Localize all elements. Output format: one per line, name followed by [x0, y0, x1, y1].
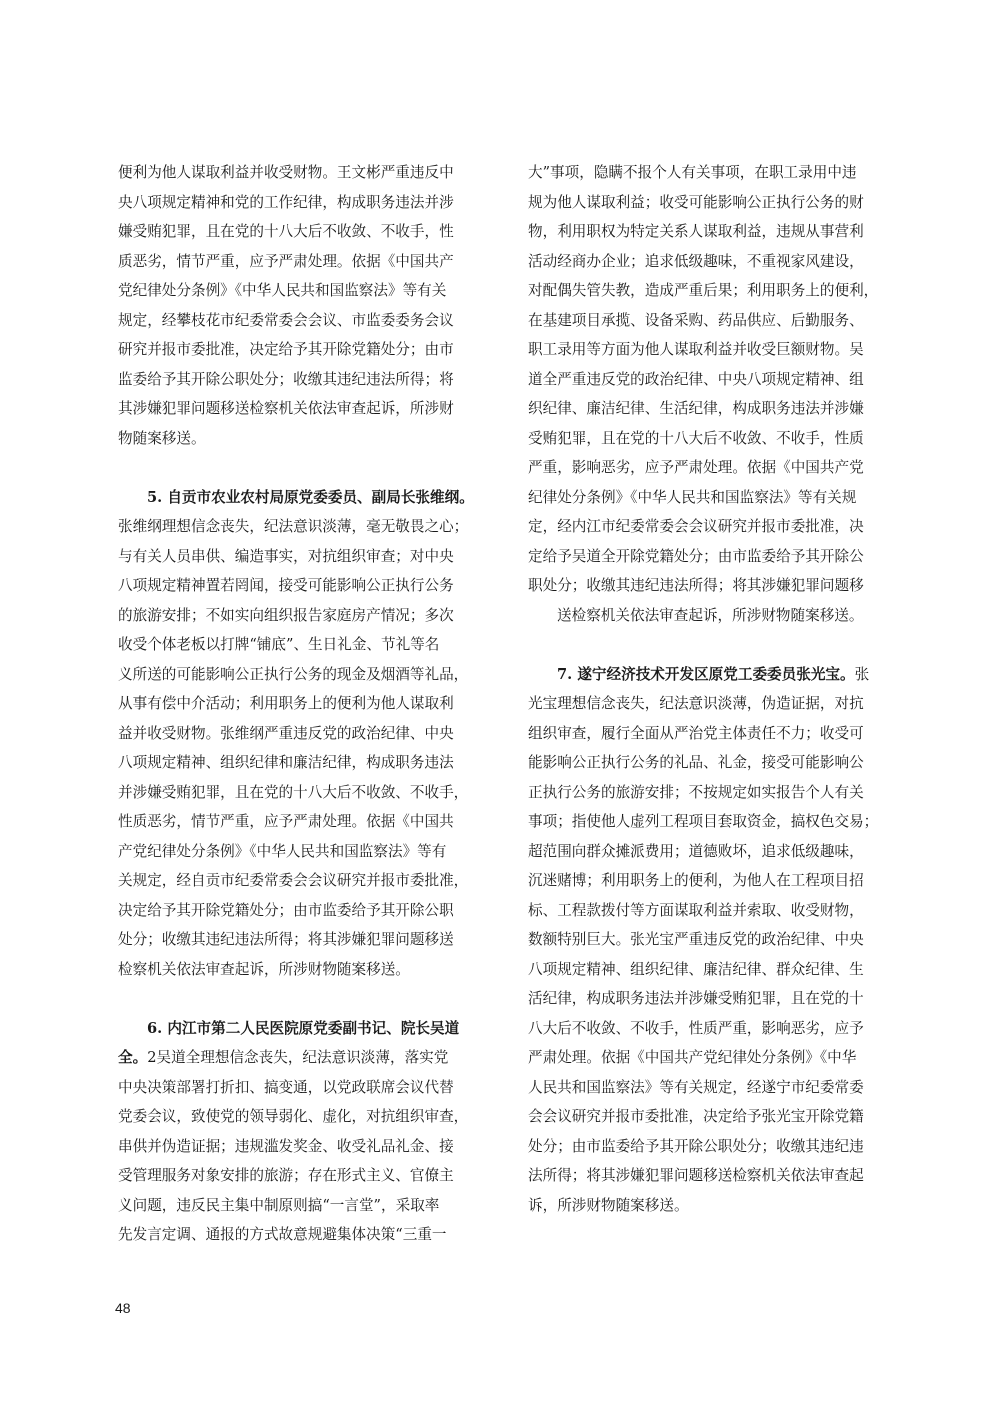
text-line — [528, 306, 888, 336]
text-line — [528, 1043, 888, 1073]
text-line — [118, 571, 478, 601]
text-line — [118, 1161, 478, 1191]
line-text: 标、工程款拨付等方面谋取利益并索取、收受财物， — [528, 901, 864, 919]
text-line — [118, 1132, 478, 1162]
text-line — [528, 837, 888, 867]
line-text: 道全严重违反党的政治纪律、中央八项规定精神、组 — [528, 370, 864, 388]
text-line — [118, 1014, 478, 1044]
paragraph-gap — [118, 984, 478, 1014]
text-line — [118, 778, 478, 808]
text-line — [528, 483, 888, 513]
line-text: 正执行公务的旅游安排；不按规定如实报告个人有关 — [528, 783, 864, 801]
text-line — [528, 424, 888, 454]
text-line — [118, 660, 478, 690]
text-line — [118, 719, 478, 749]
right-column — [528, 158, 888, 1220]
line-text: 中央决策部署打折扣、搞变通，以党政联席会议代替 — [118, 1078, 454, 1096]
line-text: 央八项规定精神和党的工作纪律，构成职务违法并涉 — [118, 193, 454, 211]
line-text: 纪律处分条例》《中华人民共和国监察法》等有关规 — [528, 488, 857, 506]
paragraph-gap — [118, 453, 478, 483]
text-line — [118, 276, 478, 306]
text-line — [528, 571, 888, 601]
line-text: 光宝理想信念丧失，纪法意识淡薄，伪造证据，对抗 — [528, 695, 864, 712]
text-line — [118, 601, 478, 631]
line-text: 送检察机关依法审查起诉，所涉财物随案移送。 — [557, 606, 864, 624]
line-text: 质恶劣，情节严重，应予严肃处理。依据《中国共产 — [118, 252, 454, 270]
text-line — [528, 158, 888, 188]
line-text: 八项规定精神置若罔闻，接受可能影响公正执行公务 — [118, 577, 454, 594]
text-line — [528, 276, 888, 306]
text-line — [118, 807, 478, 837]
text-line — [528, 335, 888, 365]
text-line — [118, 1102, 478, 1132]
text-line — [118, 247, 478, 277]
line-text: 对配偶失管失教，造成严重后果；利用职务上的便利， — [528, 282, 879, 299]
text-line — [528, 748, 888, 778]
text-line — [118, 689, 478, 719]
line-text: 严重，影响恶劣，应予严肃处理。依据《中国共产党 — [528, 459, 864, 476]
text-line — [118, 424, 478, 454]
line-text: 严肃处理。依据《中国共产党纪律处分条例》《中华 — [528, 1049, 857, 1066]
line-text: 八大后不收敛、不收手，性质严重，影响恶劣，应予 — [528, 1019, 864, 1037]
text-line — [118, 158, 478, 188]
line-text: 先发言定调、通报的方式故意规避集体决策“三重一 — [118, 1226, 447, 1243]
line-text: 诉，所涉财物随案移送。 — [528, 1196, 689, 1214]
line-text: 义所送的可能影响公正执行公务的现金及烟酒等礼品， — [118, 665, 469, 683]
text-line — [528, 217, 888, 247]
line-text: 活动经商办企业；追求低级趣味，不重视家风建设， — [528, 252, 864, 270]
line-text: 职工录用等方面为他人谋取利益并收受巨额财物。吴 — [528, 341, 864, 358]
text-line — [528, 1132, 888, 1162]
text-line — [118, 1191, 478, 1221]
line-text: 受管理服务对象安排的旅游；存在形式主义、官僚主 — [118, 1167, 454, 1184]
text-line — [118, 394, 478, 424]
line-text: 超范围向群众摊派费用；道德败坏，追求低级趣味， — [528, 842, 864, 860]
line-text: 会会议研究并报市委批准，决定给予张光宝开除党籍 — [528, 1108, 864, 1125]
text-line — [118, 896, 478, 926]
line-text: 在基建项目承揽、设备采购、药品供应、后勤服务、 — [528, 311, 864, 329]
text-line — [528, 394, 888, 424]
line-text: 八项规定精神、组织纪律、廉洁纪律、群众纪律、生 — [528, 960, 864, 978]
text-line — [118, 188, 478, 218]
text-line — [528, 1191, 888, 1221]
line-text: 处分；由市监委给予其开除公职处分；收缴其违纪违 — [528, 1137, 864, 1155]
line-text: 规定，经攀枝花市纪委常委会会议、市监委委务会议 — [118, 311, 454, 329]
text-line — [118, 1073, 478, 1103]
line-text: 定，经内江市纪委常委会会议研究并报市委批准，决 — [528, 518, 864, 535]
text-line — [528, 247, 888, 277]
line-text: 受贿犯罪，且在党的十八大后不收敛、不收手，性质 — [528, 429, 864, 447]
line-text: 其涉嫌犯罪问题移送检察机关依法审查起诉，所涉财 — [118, 400, 454, 417]
section-heading: 全。 — [118, 1049, 148, 1066]
line-text: 规为他人谋取利益；收受可能影响公正执行公务的财 — [528, 193, 864, 211]
text-line — [118, 217, 478, 247]
line-text: 研究并报市委批准，决定给予其开除党籍处分；由市 — [118, 341, 454, 358]
text-line — [528, 689, 888, 719]
line-text: 党纪律处分条例》《中华人民共和国监察法》等有关 — [118, 282, 447, 299]
text-line — [118, 837, 478, 867]
paragraph-gap — [528, 630, 888, 660]
line-text: 职处分；收缴其违纪违法所得；将其涉嫌犯罪问题移 — [528, 577, 864, 594]
line-text: 事项；指使他人虚列工程项目套取资金，搞权色交易； — [528, 813, 879, 830]
text-line — [528, 866, 888, 896]
line-text: 张 — [854, 665, 870, 683]
line-text: 收受个体老板以打牌“铺底”、生日礼金、节礼等名 — [118, 636, 440, 653]
line-text: 性质恶劣，情节严重，应予严肃处理。依据《中国共 — [118, 813, 454, 830]
text-line — [528, 925, 888, 955]
line-text: 人民共和国监察法》等有关规定，经遂宁市纪委常委 — [528, 1078, 864, 1096]
line-text: 并涉嫌受贿犯罪，且在党的十八大后不收敛、不收手， — [118, 783, 469, 801]
text-line — [528, 1102, 888, 1132]
line-text: 组织审查，履行全面从严治党主体责任不力；收受可 — [528, 724, 864, 742]
text-line — [118, 542, 478, 572]
line-text: 能影响公正执行公务的礼品、礼金，接受可能影响公 — [528, 754, 864, 771]
text-line — [528, 1073, 888, 1103]
page-number: 48 — [115, 1300, 131, 1316]
text-line — [528, 188, 888, 218]
line-text: 监委给予其开除公职处分；收缴其违纪违法所得；将 — [118, 370, 454, 388]
text-line — [118, 335, 478, 365]
text-line — [528, 601, 888, 631]
text-line — [118, 1220, 478, 1250]
line-text: 嫌受贿犯罪，且在党的十八大后不收敛、不收手，性 — [118, 223, 454, 240]
line-text: 益并收受财物。张维纲严重违反党的政治纪律、中央 — [118, 724, 454, 742]
text-line — [528, 984, 888, 1014]
line-text: 数额特别巨大。张光宝严重违反党的政治纪律、中央 — [528, 931, 864, 948]
line-text: 法所得；将其涉嫌犯罪问题移送检察机关依法审查起 — [528, 1167, 864, 1184]
section-heading: 6. 内江市第二人民医院原党委副书记、院长吴道 — [147, 1019, 460, 1037]
section-heading: 5. 自贡市农业农村局原党委委员、副局长张维纲。 — [147, 488, 474, 506]
text-line — [118, 955, 478, 985]
text-line — [528, 807, 888, 837]
line-text: 的旅游安排；不如实向组织报告家庭房产情况；多次 — [118, 606, 454, 624]
text-line — [528, 453, 888, 483]
line-text: 大”事项，隐瞒不报个人有关事项，在职工录用中违 — [528, 164, 857, 181]
text-line — [528, 719, 888, 749]
line-text: 党委会议，致使党的领导弱化、虚化，对抗组织审查， — [118, 1108, 469, 1125]
line-text: 张维纲理想信念丧失，纪法意识淡薄，毫无敬畏之心； — [118, 518, 469, 535]
line-text: 2吴道全理想信念丧失，纪法意识淡薄，落实党 — [147, 1049, 449, 1066]
line-text: 关规定，经自贡市纪委常委会会议研究并报市委批准， — [118, 872, 469, 889]
line-text: 便利为他人谋取利益并收受财物。王文彬严重违反中 — [118, 164, 454, 181]
line-text: 定给予吴道全开除党籍处分；由市监委给予其开除公 — [528, 547, 864, 565]
text-line — [528, 955, 888, 985]
line-text: 与有关人员串供、编造事实，对抗组织审查；对中央 — [118, 547, 454, 565]
line-text: 产党纪律处分条例》《中华人民共和国监察法》等有 — [118, 842, 447, 860]
line-text: 从事有偿中介活动；利用职务上的便利为他人谋取利 — [118, 695, 454, 712]
line-text: 检察机关依法审查起诉，所涉财物随案移送。 — [118, 960, 410, 978]
text-line — [118, 630, 478, 660]
text-line — [528, 896, 888, 926]
text-line — [528, 1014, 888, 1044]
text-line — [118, 925, 478, 955]
text-line — [118, 483, 478, 513]
text-line — [118, 306, 478, 336]
line-text: 义问题，违反民主集中制原则搞“一言堂”，采取率 — [118, 1196, 440, 1214]
text-line — [528, 660, 888, 690]
text-line — [118, 748, 478, 778]
line-text: 决定给予其开除党籍处分；由市监委给予其开除公职 — [118, 901, 454, 919]
line-text: 活纪律，构成职务违法并涉嫌受贿犯罪，且在党的十 — [528, 990, 864, 1007]
text-line — [528, 542, 888, 572]
left-column — [118, 158, 478, 1250]
line-text: 沉迷赌博；利用职务上的便利，为他人在工程项目招 — [528, 872, 864, 889]
line-text: 八项规定精神、组织纪律和廉洁纪律，构成职务违法 — [118, 754, 454, 771]
line-text: 织纪律、廉洁纪律、生活纪律，构成职务违法并涉嫌 — [528, 400, 864, 417]
line-text: 物随案移送。 — [118, 429, 206, 447]
line-text: 物，利用职权为特定关系人谋取利益，违规从事营利 — [528, 223, 864, 240]
text-line — [528, 365, 888, 395]
text-line — [528, 512, 888, 542]
text-line — [528, 1161, 888, 1191]
section-heading: 7. 遂宁经济技术开发区原党工委委员张光宝。 — [557, 665, 855, 683]
line-text: 串供并伪造证据；违规滥发奖金、收受礼品礼金、接 — [118, 1137, 454, 1155]
text-line — [118, 866, 478, 896]
text-line — [118, 365, 478, 395]
text-line — [528, 778, 888, 808]
text-line — [118, 1043, 478, 1073]
text-line — [118, 512, 478, 542]
line-text: 处分；收缴其违纪违法所得；将其涉嫌犯罪问题移送 — [118, 931, 454, 948]
